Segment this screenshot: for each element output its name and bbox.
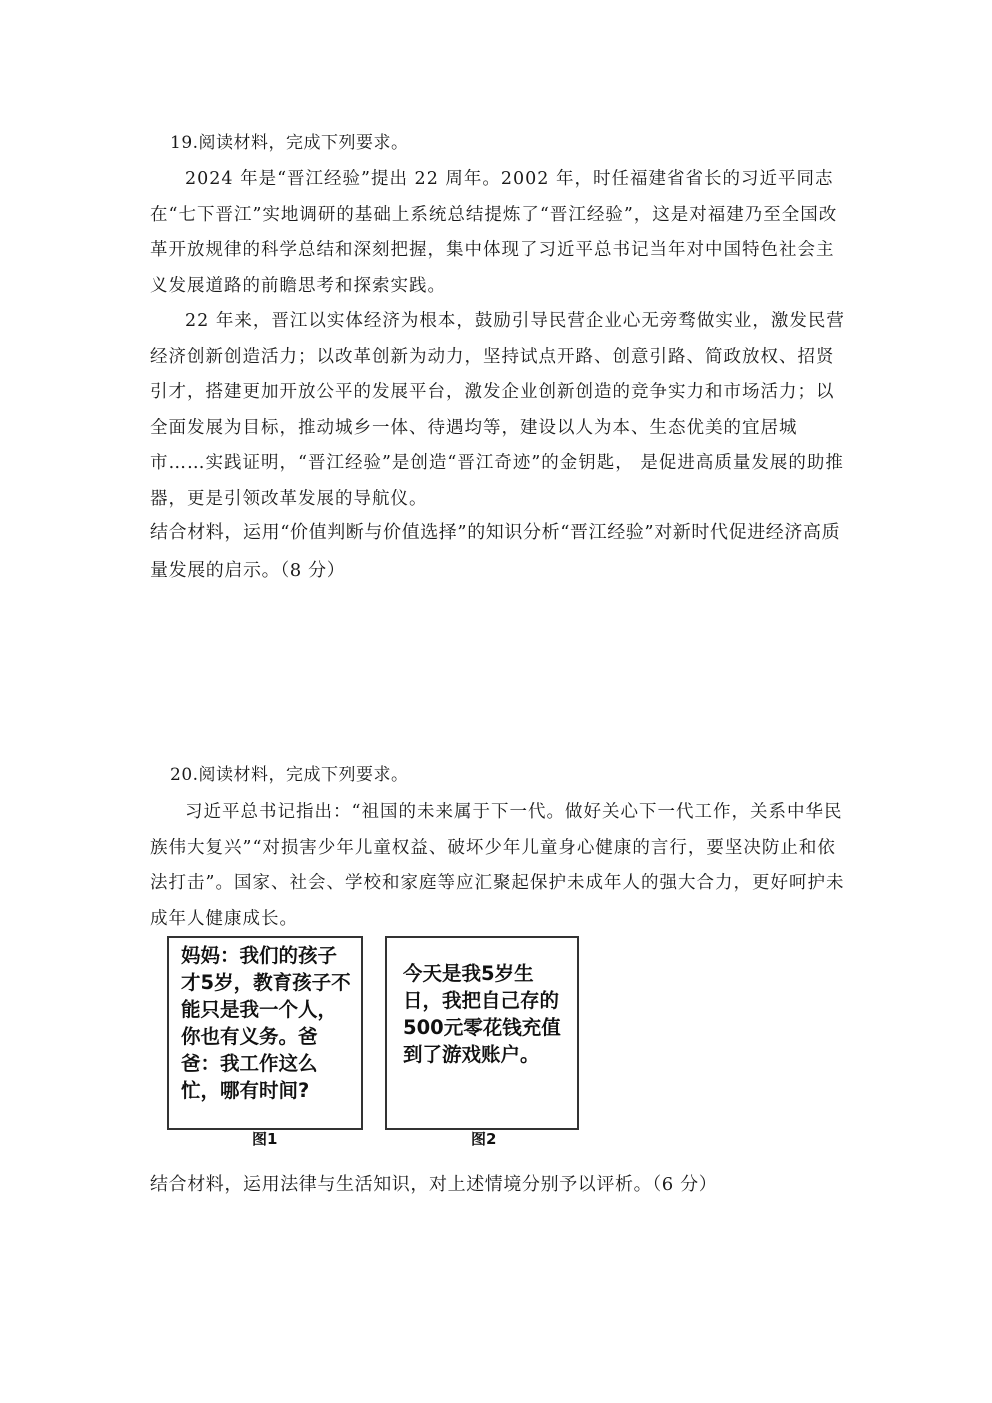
- q20-material-para-1: 习近平总书记指出：“祖国的未来属于下一代。做好关心下一代工作，关系中华民族伟大复兴”“对损害少年儿童权益、破坏少年儿童身心健康的言行，要坚决防止和依法打击”。国家、社会、学校和家庭等应汇聚起保护未成年人的强大合力，更好呵护未成年人健康成长。: [150, 802, 845, 929]
- figure-1-text: 妈妈：我们的孩子才5岁，教育孩子不能只是我一个人，你也有义务。爸爸：我工作这么忙，哪有时间?: [181, 944, 351, 1102]
- figure-1-dialogue: [167, 936, 363, 1130]
- figure-2-monologue: [385, 936, 579, 1130]
- figure-2-text: 今天是我5岁生日，我把自己存的500元零花钱充值到了游戏账户。: [403, 962, 561, 1066]
- q20-task: 结合材料，运用法律与生活知识，对上述情境分别予以评析。（6 分）: [150, 1174, 718, 1195]
- figure-1-caption: 图1: [252, 1130, 278, 1148]
- figure-2-caption: 图2: [471, 1130, 497, 1148]
- q19-material-para-1: 2024 年是“晋江经验”提出 22 周年。2002 年，时任福建省省长的习近平同志在“七下晋江”实地调研的基础上系统总结提炼了“晋江经验”，这是对福建乃至全国改革开放规律的科学总结和深刻把握，集中体现了习近平总书记当年对中国特色社会主义发展道路的前瞻思考和探索实践。: [150, 169, 838, 296]
- q19-material-para-2: 22 年来，晋江以实体经济为根本，鼓励引导民营企业心无旁骛做实业，激发民营经济创新创造活力；以改革创新为动力，坚持试点开路、创意引路、简政放权、招贤引才，搭建更加开放公平的发展平台，激发企业创新创造的竞争实力和市场活力；以全面发展为目标，推动城乡一体、待遇均等，建设以人为本、生态优美的宜居城市……实践证明，“晋江经验”是创造“晋江奇迹”的金钥匙， 是促进高质量发展的助推器，更是引领改革发展的导航仪。: [150, 311, 845, 509]
- q20-title: 20.阅读材料，完成下列要求。: [170, 765, 409, 785]
- q19-task: 结合材料，运用“价值判断与价值选择”的知识分析“晋江经验”对新时代促进经济高质量发展的启示。（8 分）: [150, 522, 841, 581]
- q19-title: 19.阅读材料，完成下列要求。: [170, 133, 409, 153]
